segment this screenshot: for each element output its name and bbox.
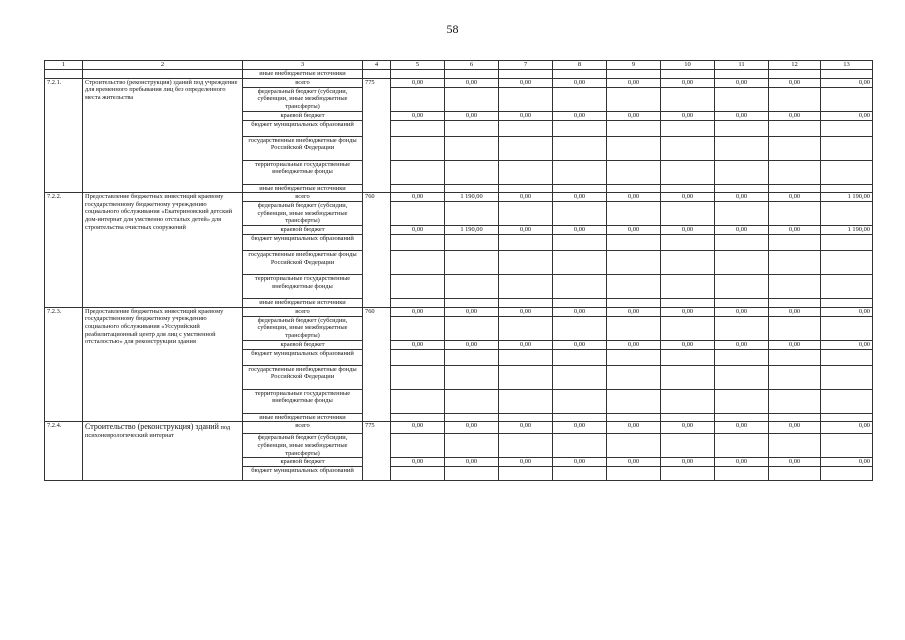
empty-cell: [391, 235, 445, 251]
empty-cell: [821, 434, 873, 458]
empty-cell: [445, 136, 499, 160]
empty-cell: [445, 434, 499, 458]
empty-cell: [715, 365, 769, 389]
empty-cell: [715, 184, 769, 193]
value-cell: 0,00: [769, 340, 821, 349]
value-cell: 0,00: [821, 340, 873, 349]
value-cell: 0,00: [553, 78, 607, 87]
value-cell: 0,00: [499, 422, 553, 434]
empty-cell: [553, 184, 607, 193]
empty-cell: [821, 299, 873, 308]
empty-cell: [715, 70, 769, 79]
empty-cell: [661, 184, 715, 193]
source-cell: краевой бюджет: [243, 226, 363, 235]
header-cell: 4: [363, 61, 391, 70]
empty-cell: [499, 316, 553, 340]
value-cell: 1 190,00: [445, 226, 499, 235]
empty-cell: [607, 299, 661, 308]
value-cell: 0,00: [553, 307, 607, 316]
empty-cell: [553, 275, 607, 299]
value-cell: 0,00: [391, 226, 445, 235]
section-number: 7.2.1.: [45, 78, 83, 193]
empty-cell: [769, 251, 821, 275]
source-cell: государственные внебюджетные фонды Российской Федерации: [243, 365, 363, 389]
empty-cell: [553, 389, 607, 413]
empty-cell: [445, 160, 499, 184]
empty-cell: [445, 120, 499, 136]
section-title-rest: под психоневрологический интернат: [85, 424, 231, 439]
header-cell: 6: [445, 61, 499, 70]
empty-cell: [553, 365, 607, 389]
empty-cell: [607, 349, 661, 365]
empty-cell: [499, 389, 553, 413]
empty-cell: [607, 87, 661, 111]
section-number: 7.2.4.: [45, 422, 83, 481]
empty-cell: [769, 349, 821, 365]
source-cell: бюджет муниципальных образований: [243, 120, 363, 136]
value-cell: 0,00: [821, 78, 873, 87]
empty-cell: [821, 467, 873, 481]
empty-cell: [607, 434, 661, 458]
empty-cell: [661, 316, 715, 340]
section-title: [83, 422, 243, 481]
empty-cell: [499, 87, 553, 111]
empty-cell: [391, 120, 445, 136]
value-cell: 0,00: [661, 226, 715, 235]
source-cell: краевой бюджет: [243, 340, 363, 349]
empty-cell: [715, 275, 769, 299]
empty-cell: [661, 136, 715, 160]
source-cell: федеральный бюджет (субсидии, субвенции, иные межбюджетные трансферты): [243, 202, 363, 226]
section-number: 7.2.3.: [45, 307, 83, 422]
empty-cell: [553, 136, 607, 160]
section-number: 7.2.2.: [45, 193, 83, 308]
value-cell: 0,00: [553, 226, 607, 235]
empty-cell: [553, 434, 607, 458]
empty-cell: [715, 413, 769, 422]
empty-cell: [445, 70, 499, 79]
empty-cell: [821, 275, 873, 299]
section-title: Строительство (реконструкция) зданий под учреждение для временного пребывания лиц без определенного места жительства: [83, 78, 243, 193]
empty-cell: [499, 275, 553, 299]
value-cell: 0,00: [607, 422, 661, 434]
empty-cell: [363, 70, 391, 79]
empty-cell: [715, 349, 769, 365]
value-cell: 0,00: [607, 78, 661, 87]
empty-cell: [715, 299, 769, 308]
empty-cell: [715, 389, 769, 413]
empty-cell: [607, 413, 661, 422]
empty-cell: [661, 365, 715, 389]
empty-cell: [821, 365, 873, 389]
empty-cell: [553, 299, 607, 308]
value-cell: 0,00: [553, 340, 607, 349]
empty-cell: [661, 235, 715, 251]
empty-cell: [769, 275, 821, 299]
source-cell: государственные внебюджетные фонды Российской Федерации: [243, 251, 363, 275]
empty-cell: [499, 251, 553, 275]
empty-cell: [661, 349, 715, 365]
source-cell: территориальные государственные внебюджетные фонды: [243, 389, 363, 413]
value-cell: 0,00: [715, 78, 769, 87]
empty-cell: [607, 70, 661, 79]
value-cell: 0,00: [391, 422, 445, 434]
empty-cell: [553, 235, 607, 251]
empty-cell: [661, 275, 715, 299]
source-cell: иные внебюджетные источники: [243, 413, 363, 422]
value-cell: 0,00: [391, 340, 445, 349]
empty-cell: [661, 434, 715, 458]
empty-cell: [769, 467, 821, 481]
header-cell: 7: [499, 61, 553, 70]
value-cell: 0,00: [445, 458, 499, 467]
empty-cell: [553, 202, 607, 226]
value-cell: 0,00: [821, 458, 873, 467]
empty-cell: [607, 275, 661, 299]
empty-cell: [607, 160, 661, 184]
value-cell: 0,00: [769, 422, 821, 434]
value-cell: 0,00: [715, 307, 769, 316]
empty-cell: [391, 389, 445, 413]
empty-cell: [769, 235, 821, 251]
empty-cell: [445, 184, 499, 193]
empty-cell: [821, 87, 873, 111]
value-cell: 0,00: [607, 193, 661, 202]
value-cell: 0,00: [607, 307, 661, 316]
empty-cell: [445, 365, 499, 389]
header-cell: 2: [83, 61, 243, 70]
value-cell: 0,00: [553, 422, 607, 434]
value-cell: 0,00: [661, 193, 715, 202]
empty-cell: [45, 70, 83, 79]
empty-cell: [661, 120, 715, 136]
value-cell: 0,00: [391, 307, 445, 316]
empty-cell: [661, 87, 715, 111]
source-cell: иные внебюджетные источники: [243, 184, 363, 193]
value-cell: 0,00: [769, 307, 821, 316]
value-cell: 0,00: [661, 307, 715, 316]
empty-cell: [715, 316, 769, 340]
empty-cell: [445, 299, 499, 308]
value-cell: 0,00: [553, 111, 607, 120]
empty-cell: [499, 413, 553, 422]
empty-cell: [715, 434, 769, 458]
empty-cell: [769, 389, 821, 413]
empty-cell: [499, 120, 553, 136]
source-cell: государственные внебюджетные фонды Российской Федерации: [243, 136, 363, 160]
empty-cell: [607, 136, 661, 160]
empty-cell: [607, 120, 661, 136]
table-row: [45, 307, 873, 316]
value-cell: 0,00: [445, 111, 499, 120]
empty-cell: [553, 467, 607, 481]
empty-cell: [607, 389, 661, 413]
empty-cell: [661, 389, 715, 413]
value-cell: 0,00: [769, 458, 821, 467]
section-title-main: Строительство (реконструкция) зданий: [85, 422, 219, 432]
empty-cell: [553, 349, 607, 365]
empty-cell: [769, 413, 821, 422]
empty-cell: [821, 136, 873, 160]
empty-cell: [445, 251, 499, 275]
empty-cell: [769, 160, 821, 184]
empty-cell: [445, 235, 499, 251]
empty-cell: [715, 136, 769, 160]
empty-cell: [821, 184, 873, 193]
value-cell: 0,00: [499, 340, 553, 349]
code-cell: 760: [363, 193, 391, 308]
empty-cell: [769, 87, 821, 111]
source-cell: всего: [243, 422, 363, 434]
value-cell: 0,00: [499, 307, 553, 316]
empty-cell: [553, 120, 607, 136]
value-cell: 0,00: [445, 340, 499, 349]
empty-cell: [821, 120, 873, 136]
source-cell: территориальные государственные внебюджетные фонды: [243, 160, 363, 184]
empty-cell: [391, 160, 445, 184]
empty-cell: [607, 467, 661, 481]
empty-cell: [391, 349, 445, 365]
source-cell: краевой бюджет: [243, 111, 363, 120]
section-title: Предоставление бюджетных инвестиций краевому государственному бюджетному учреждению социального обслуживания «Екатериновский детский дом-интернат для умственно отсталых детей» для строительства очистных сооружений: [83, 193, 243, 308]
empty-cell: [661, 299, 715, 308]
empty-cell: [391, 365, 445, 389]
empty-cell: [499, 349, 553, 365]
empty-cell: [499, 365, 553, 389]
empty-cell: [715, 251, 769, 275]
empty-cell: [445, 413, 499, 422]
empty-cell: [553, 316, 607, 340]
empty-cell: [499, 467, 553, 481]
empty-cell: [769, 202, 821, 226]
empty-cell: [607, 316, 661, 340]
empty-cell: [607, 202, 661, 226]
empty-cell: [769, 184, 821, 193]
header-cell: 3: [243, 61, 363, 70]
header-row: [45, 61, 873, 70]
source-cell: федеральный бюджет (субсидии, субвенции, иные межбюджетные трансферты): [243, 316, 363, 340]
empty-cell: [499, 184, 553, 193]
source-cell: всего: [243, 193, 363, 202]
empty-cell: [391, 251, 445, 275]
code-cell: 760: [363, 307, 391, 422]
code-cell: 775: [363, 78, 391, 193]
empty-cell: [769, 434, 821, 458]
empty-cell: [821, 349, 873, 365]
empty-cell: [83, 70, 243, 79]
value-cell: 0,00: [391, 111, 445, 120]
empty-cell: [445, 275, 499, 299]
value-cell: 0,00: [715, 340, 769, 349]
source-cell: всего: [243, 78, 363, 87]
value-cell: 0,00: [661, 422, 715, 434]
value-cell: 1 190,00: [445, 193, 499, 202]
source-cell: всего: [243, 307, 363, 316]
source-cell: территориальные государственные внебюджетные фонды: [243, 275, 363, 299]
value-cell: 0,00: [553, 193, 607, 202]
empty-cell: [769, 136, 821, 160]
source-cell: федеральный бюджет (субсидии, субвенции, иные межбюджетные трансферты): [243, 87, 363, 111]
empty-cell: [499, 299, 553, 308]
empty-cell: [445, 389, 499, 413]
empty-cell: [821, 70, 873, 79]
empty-cell: [391, 434, 445, 458]
empty-cell: [715, 87, 769, 111]
value-cell: 1 190,00: [821, 193, 873, 202]
value-cell: 0,00: [499, 193, 553, 202]
value-cell: 0,00: [499, 111, 553, 120]
value-cell: 0,00: [445, 422, 499, 434]
empty-cell: [391, 202, 445, 226]
empty-cell: [715, 120, 769, 136]
empty-cell: [499, 434, 553, 458]
empty-cell: [607, 235, 661, 251]
empty-cell: [769, 70, 821, 79]
table-row: [45, 70, 873, 79]
value-cell: 0,00: [769, 193, 821, 202]
value-cell: 0,00: [661, 458, 715, 467]
empty-cell: [391, 87, 445, 111]
empty-cell: [821, 202, 873, 226]
empty-cell: [821, 251, 873, 275]
value-cell: 0,00: [661, 340, 715, 349]
value-cell: 0,00: [715, 422, 769, 434]
empty-cell: [445, 316, 499, 340]
empty-cell: [769, 316, 821, 340]
value-cell: 0,00: [391, 458, 445, 467]
empty-cell: [553, 251, 607, 275]
empty-cell: [445, 202, 499, 226]
value-cell: 0,00: [715, 458, 769, 467]
empty-cell: [769, 299, 821, 308]
empty-cell: [391, 275, 445, 299]
header-cell: 5: [391, 61, 445, 70]
empty-cell: [661, 202, 715, 226]
header-cell: 9: [607, 61, 661, 70]
header-cell: 13: [821, 61, 873, 70]
header-cell: 11: [715, 61, 769, 70]
code-cell: 775: [363, 422, 391, 481]
value-cell: 0,00: [769, 111, 821, 120]
empty-cell: [821, 160, 873, 184]
empty-cell: [769, 120, 821, 136]
value-cell: 0,00: [821, 422, 873, 434]
empty-cell: [821, 389, 873, 413]
table-row: [45, 78, 873, 87]
table-row: [45, 422, 873, 434]
empty-cell: [607, 365, 661, 389]
value-cell: 0,00: [821, 307, 873, 316]
empty-cell: [499, 136, 553, 160]
value-cell: 0,00: [391, 78, 445, 87]
empty-cell: [499, 202, 553, 226]
source-cell: бюджет муниципальных образований: [243, 235, 363, 251]
empty-cell: [391, 467, 445, 481]
empty-cell: [821, 235, 873, 251]
value-cell: 0,00: [769, 78, 821, 87]
empty-cell: [499, 235, 553, 251]
header-cell: 12: [769, 61, 821, 70]
value-cell: 0,00: [715, 111, 769, 120]
empty-cell: [661, 70, 715, 79]
empty-cell: [499, 70, 553, 79]
value-cell: 0,00: [715, 226, 769, 235]
empty-cell: [499, 160, 553, 184]
empty-cell: [553, 413, 607, 422]
empty-cell: [661, 467, 715, 481]
empty-cell: [553, 87, 607, 111]
empty-cell: [391, 184, 445, 193]
header-cell: 10: [661, 61, 715, 70]
value-cell: 0,00: [391, 193, 445, 202]
value-cell: 0,00: [715, 193, 769, 202]
value-cell: 0,00: [661, 111, 715, 120]
header-cell: 8: [553, 61, 607, 70]
header-cell: 1: [45, 61, 83, 70]
empty-cell: [661, 251, 715, 275]
empty-cell: [715, 160, 769, 184]
empty-cell: [445, 87, 499, 111]
section-title: Предоставление бюджетных инвестиций краевому государственному бюджетному учреждению социального обслуживания «Уссурийский реабилитационный центр для лиц с умственной отсталостью» для реконструкции здания: [83, 307, 243, 422]
value-cell: 0,00: [499, 226, 553, 235]
value-cell: 0,00: [607, 111, 661, 120]
empty-cell: [821, 316, 873, 340]
empty-cell: [391, 70, 445, 79]
value-cell: 0,00: [499, 78, 553, 87]
empty-cell: [391, 299, 445, 308]
value-cell: 0,00: [821, 111, 873, 120]
table-row: [45, 193, 873, 202]
source-cell: бюджет муниципальных образований: [243, 467, 363, 481]
source-cell: иные внебюджетные источники: [243, 70, 363, 79]
empty-cell: [661, 413, 715, 422]
empty-cell: [445, 349, 499, 365]
page-number: 58: [446, 22, 459, 36]
value-cell: 0,00: [607, 340, 661, 349]
empty-cell: [821, 413, 873, 422]
empty-cell: [445, 467, 499, 481]
empty-cell: [715, 235, 769, 251]
empty-cell: [553, 70, 607, 79]
source-cell: краевой бюджет: [243, 458, 363, 467]
source-cell: иные внебюджетные источники: [243, 299, 363, 308]
budget-table: [44, 60, 873, 481]
empty-cell: [715, 467, 769, 481]
empty-cell: [391, 136, 445, 160]
value-cell: 0,00: [607, 458, 661, 467]
empty-cell: [715, 202, 769, 226]
empty-cell: [553, 160, 607, 184]
source-cell: федеральный бюджет (субсидии, субвенции, иные межбюджетные трансферты): [243, 434, 363, 458]
value-cell: 0,00: [445, 78, 499, 87]
empty-cell: [661, 160, 715, 184]
empty-cell: [391, 413, 445, 422]
value-cell: 0,00: [499, 458, 553, 467]
empty-cell: [607, 184, 661, 193]
source-cell: бюджет муниципальных образований: [243, 349, 363, 365]
value-cell: 0,00: [553, 458, 607, 467]
value-cell: 0,00: [769, 226, 821, 235]
value-cell: 0,00: [607, 226, 661, 235]
empty-cell: [769, 365, 821, 389]
empty-cell: [391, 316, 445, 340]
value-cell: 0,00: [445, 307, 499, 316]
value-cell: 0,00: [661, 78, 715, 87]
empty-cell: [607, 251, 661, 275]
value-cell: 1 190,00: [821, 226, 873, 235]
